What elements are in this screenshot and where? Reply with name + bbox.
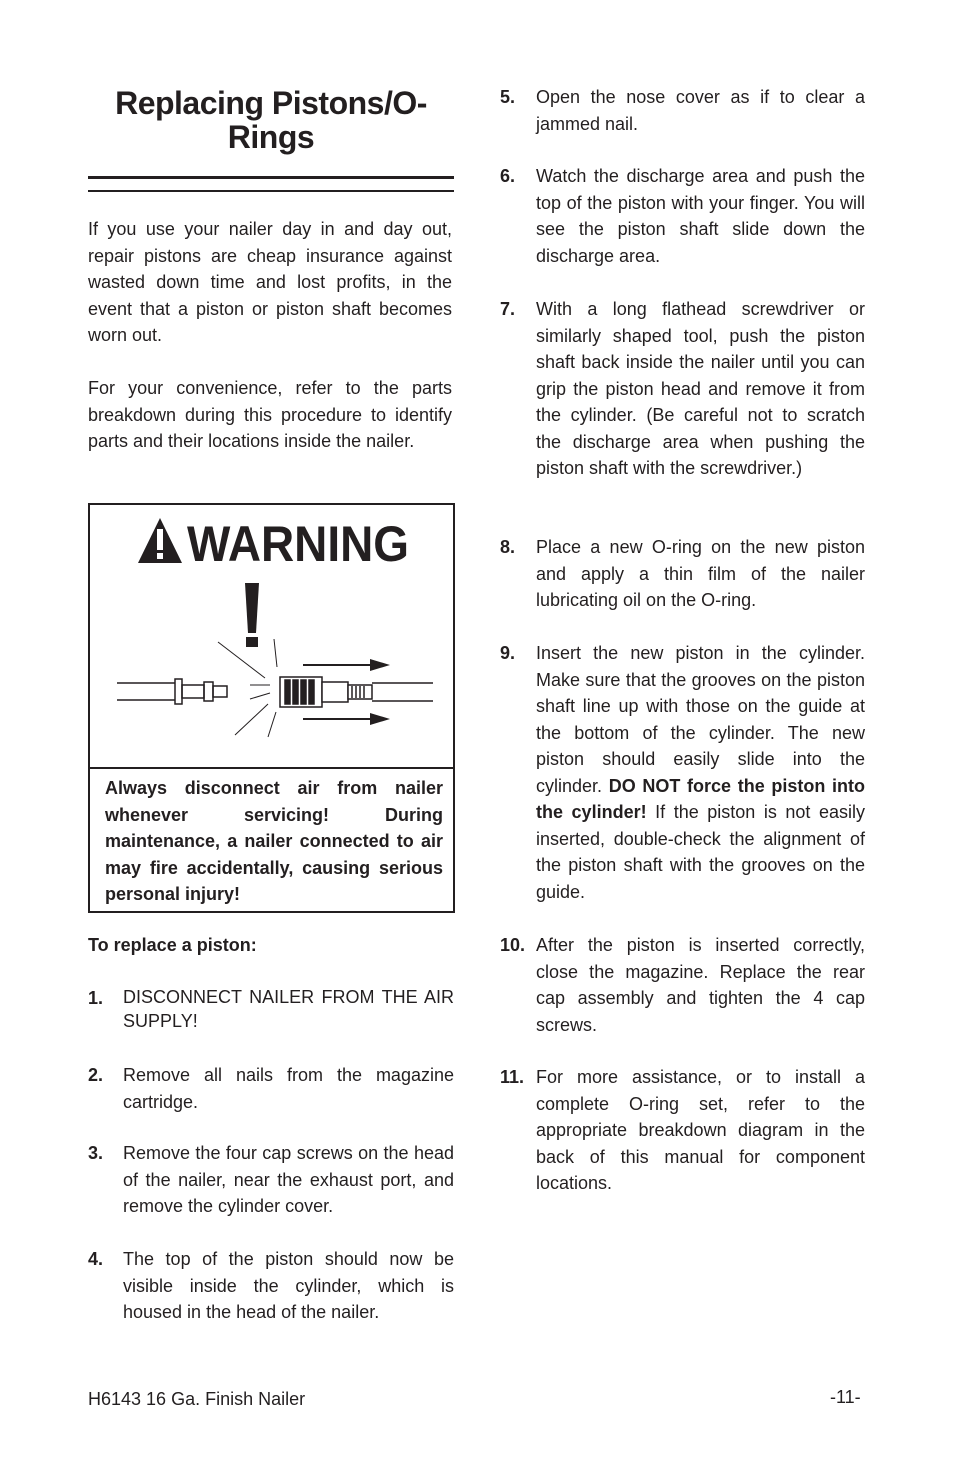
footer-model: H6143 16 Ga. Finish Nailer: [88, 1389, 306, 1409]
step-number: 4.: [88, 1249, 104, 1269]
step-number: 7.: [500, 299, 516, 319]
arrow-right-icon: [303, 713, 390, 725]
step-text-emphasis: DO NOT force the piston into the cylinder!: [536, 775, 865, 822]
exclamation-icon: [245, 583, 259, 647]
intro-paragraph-2: For your convenience, refer to the parts breakdown during this procedure to identify parts and their locations inside the nailer.: [88, 378, 452, 451]
step-number: 9.: [500, 643, 516, 663]
step-text-part: If the piston is not easily inserted, double-check the alignment of the piston shaft with the grooves on the guide.: [536, 802, 865, 902]
warning-triangle-icon: [138, 518, 182, 563]
footer-page-number: -11-: [830, 1387, 861, 1407]
air-coupler-icon: [280, 677, 433, 707]
warning-heading: WARNING: [187, 516, 409, 572]
step-text: Remove the four cap screws on the head of the nailer, near the exhaust port, and remove the cylinder cover.: [123, 1143, 454, 1216]
step-text-part: Insert the new piston in the cylinder. Make sure that the grooves on the piston shaft line up with those on the guide at the bottom of the cylinder. The new piston should easily slide into the cylinder.: [536, 643, 865, 796]
step-text: After the piston is inserted correctly, close the magazine. Replace the rear cap assembly and tighten the 4 cap screws.: [536, 935, 865, 1035]
step-number: 5.: [500, 87, 516, 107]
step-text: Watch the discharge area and push the top of the piston with your finger. You will see the piston shaft slide down the discharge area.: [536, 166, 865, 266]
step-number: 3.: [88, 1143, 104, 1163]
step-number: 11.: [500, 1067, 525, 1087]
step-number: 1.: [88, 988, 104, 1008]
step-text: For more assistance, or to install a complete O-ring set, refer to the appropriate breakdown diagram in the back of this manual for component locations.: [536, 1067, 865, 1193]
intro-paragraph-1: If you use your nailer day in and day out, repair pistons are cheap insurance against wasted down time and lost profits, in the event that a piston or piston shaft becomes worn out.: [88, 219, 452, 345]
arrow-right-icon: [303, 659, 390, 671]
warning-graphic: [90, 505, 453, 769]
step-number: 6.: [500, 166, 516, 186]
step-text: With a long flathead screwdriver or similarly shaped tool, push the piston shaft back inside the nailer until you can grip the piston head and remove it from the cylinder. (Be careful not to scratch the discharge area when pushing the piston shaft with the screwdriver.): [536, 299, 865, 478]
step-text: Remove all nails from the magazine cartridge.: [123, 1065, 454, 1112]
step-number: 8.: [500, 537, 516, 557]
warning-text: Always disconnect air from nailer whenever servicing! During maintenance, a nailer connected to air may fire accidentally, causing serious personal injury!: [105, 778, 443, 904]
step-text: Place a new O-ring on the new piston and apply a thin film of the nailer lubricating oil on the O-ring.: [536, 537, 865, 610]
step-number: 10.: [500, 935, 526, 955]
procedure-heading: To replace a piston:: [88, 935, 257, 955]
warning-box: [88, 503, 455, 913]
title-rule-thin: [88, 190, 454, 192]
title-rule-thick: [88, 176, 454, 179]
air-plug-fitting-icon: [117, 679, 227, 704]
step-text: Open the nose cover as if to clear a jammed nail.: [536, 87, 865, 134]
step-text: DISCONNECT NAILER FROM THE AIR SUPPLY!: [123, 987, 454, 1031]
step-number: 2.: [88, 1065, 104, 1085]
page-title: Replacing Pistons/O-Rings: [115, 85, 427, 155]
step-text: The top of the piston should now be visible inside the cylinder, which is housed in the head of the nailer.: [123, 1249, 454, 1322]
step-text: [536, 640, 865, 905]
